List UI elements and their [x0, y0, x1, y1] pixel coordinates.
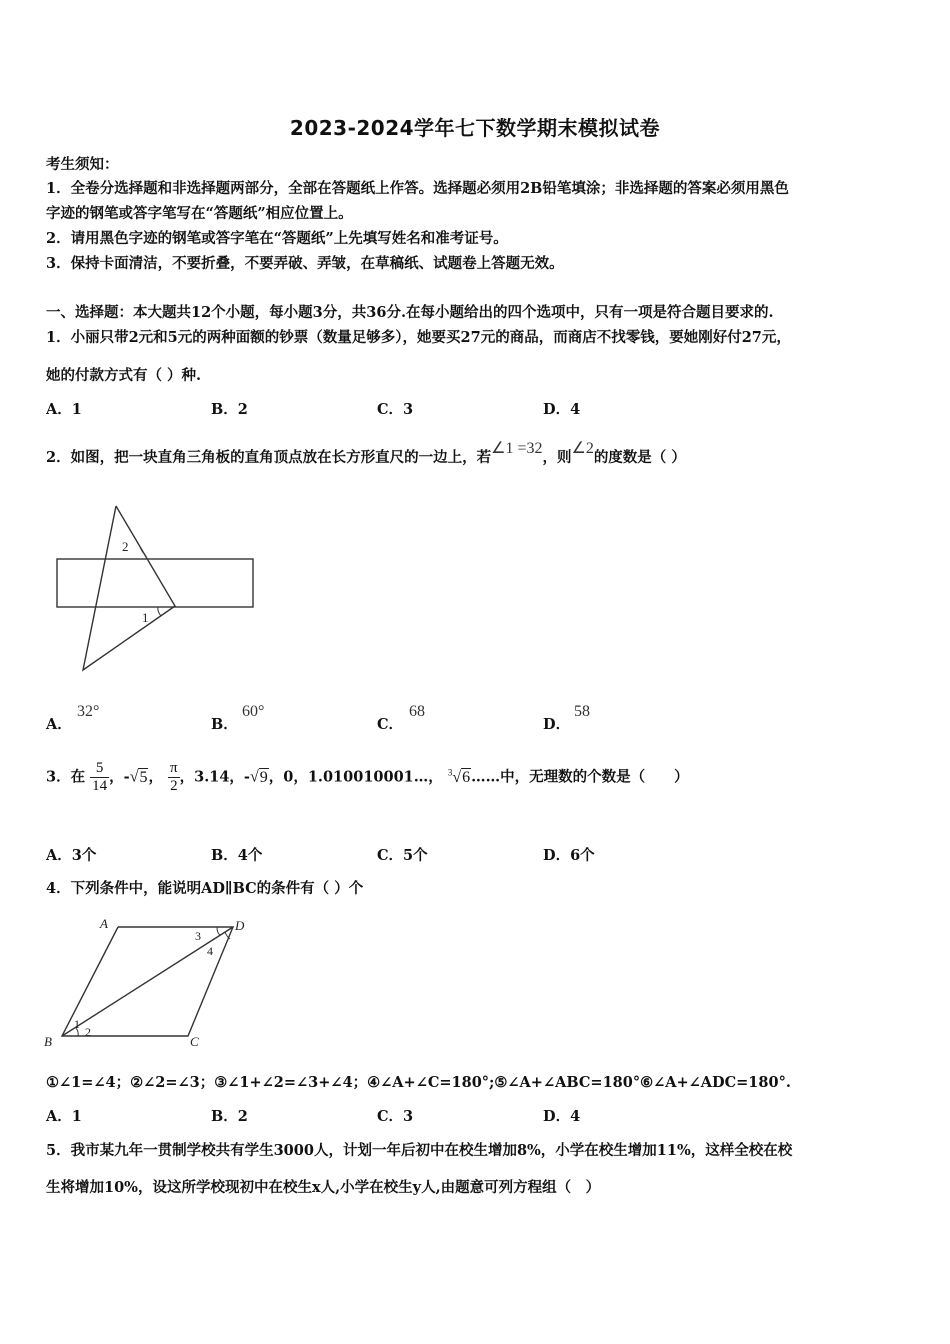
q3-cube-root-6: $^3$√6	[447, 767, 471, 786]
q3-tail: ，0，1.010010001…，	[268, 768, 443, 786]
q1-line-2: 她的付款方式有（ ）种.	[46, 367, 202, 384]
q3-fraction-pi-2: $\frac{\pi}{2}$	[170, 760, 178, 794]
q5-line-1: 5．我市某九年一贯制学校共有学生3000人，计划一年后初中在校生增加8%，小学在校生增加11%，这样全校在校	[46, 1142, 793, 1159]
notice-line-1b: 字迹的钢笔或答字笔写在“答题纸”相应位置上。	[46, 205, 353, 222]
q2-option-b-value: 60°	[242, 703, 265, 720]
q3-option-b: B．4个	[211, 847, 263, 864]
label-angle-4: 4	[207, 944, 213, 958]
q4-option-c: C．3	[377, 1108, 414, 1125]
q2-option-d-letter: D．	[543, 716, 571, 733]
label-d: D	[235, 918, 245, 933]
q2-option-d-value: 58	[574, 703, 590, 720]
triangle-plate	[83, 506, 175, 670]
q2-math-angle2: ∠2	[571, 440, 594, 457]
q4-option-b: B．2	[211, 1108, 248, 1125]
label-b: B	[44, 1034, 52, 1049]
q3-suffix: ……中，无理数的个数是（ ）	[471, 768, 689, 786]
notice-line-1a: 1．全卷分选择题和非选择题两部分，全部在答题纸上作答。选择题必须用2B铅笔填涂；非选择题的答案必须用黑色	[46, 180, 789, 197]
q2-option-b-letter: B．	[211, 716, 238, 733]
label-a: A	[100, 916, 108, 931]
q3-mid: ，3.14，-	[179, 768, 250, 786]
q2-option-a-value: 32°	[77, 703, 100, 720]
q3-sep-1: ，-	[109, 768, 130, 786]
q2-option-a-letter: A．	[46, 716, 72, 733]
q3-prefix: 3．在	[46, 768, 86, 786]
label-angle-3: 3	[195, 929, 201, 943]
q1-option-d: D．4	[543, 401, 581, 418]
q3-option-a: A．3个	[46, 847, 97, 864]
q4-stem: 4．下列条件中，能说明AD∥BC的条件有（ ）个	[46, 880, 364, 897]
q3-fraction-5-14: $\frac{5}{14}$	[92, 760, 108, 794]
q5-line-2: 生将增加10%，设这所学校现初中在校生x人,小学在校生y人,由题意可列方程组（ ）	[46, 1179, 601, 1196]
q3-option-d: D．6个	[543, 847, 595, 864]
angle-3-arc	[217, 927, 220, 935]
q3-sep-2: ，	[148, 768, 163, 786]
q2-text-a: 2．如图，把一块直角三角板的直角顶点放在长方形直尺的一边上，若	[46, 449, 492, 466]
notice-line-2: 2．请用黑色字迹的钢笔或答字笔在“答题纸”上先填写姓名和准考证号。	[46, 230, 508, 247]
q2-option-c-letter: C．	[377, 716, 404, 733]
label-angle-2: 2	[85, 1025, 91, 1039]
q4-option-a: A．1	[46, 1108, 82, 1125]
label-angle-1: 1	[74, 1017, 80, 1031]
q2-figure	[50, 500, 260, 675]
fig-label-1: 1	[142, 610, 149, 625]
q2-stem	[46, 440, 686, 467]
q4-option-d: D．4	[543, 1108, 581, 1125]
notice-line-3: 3．保持卡面清洁，不要折叠，不要弄破、弄皱，在草稿纸、试题卷上答题无效。	[46, 255, 564, 272]
q2-option-c-value: 68	[409, 703, 425, 720]
q3-option-c: C．5个	[377, 847, 428, 864]
q2-text-c: 的度数是（ ）	[593, 449, 686, 466]
q3-sqrt-5: √5	[129, 768, 148, 786]
q3-stem	[46, 760, 689, 795]
fig-label-2: 2	[122, 539, 129, 554]
q1-option-a: A．1	[46, 401, 82, 418]
q2-math-angle1: ∠1 =32	[491, 440, 543, 457]
q4-conditions: ①∠1=∠4；②∠2=∠3；③∠1+∠2=∠3+∠4；④∠A+∠C=180°;⑤∠A+∠ABC=180°⑥∠A+∠ADC=180°.	[46, 1074, 791, 1091]
section-heading: 一、选择题：本大题共12个小题，每小题3分，共36分.在每小题给出的四个选项中，只有一项是符合题目要求的.	[46, 304, 774, 321]
notice-heading: 考生须知：	[46, 156, 119, 173]
q1-option-b: B．2	[211, 401, 248, 418]
q4-figure	[40, 912, 260, 1054]
q1-option-c: C．3	[377, 401, 414, 418]
ruler-rectangle	[57, 559, 253, 607]
q3-sqrt-9: √9	[249, 768, 268, 786]
angle-1-arc	[158, 607, 161, 616]
q2-text-b: ，则	[542, 449, 572, 466]
label-c: C	[190, 1034, 199, 1049]
page-title: 2023-2024学年七下数学期末模拟试卷	[289, 116, 661, 140]
q1-line-1: 1．小丽只带2元和5元的两种面额的钞票（数量足够多），她要买27元的商品，而商店不找零钱，要她刚好付27元，	[46, 329, 791, 346]
